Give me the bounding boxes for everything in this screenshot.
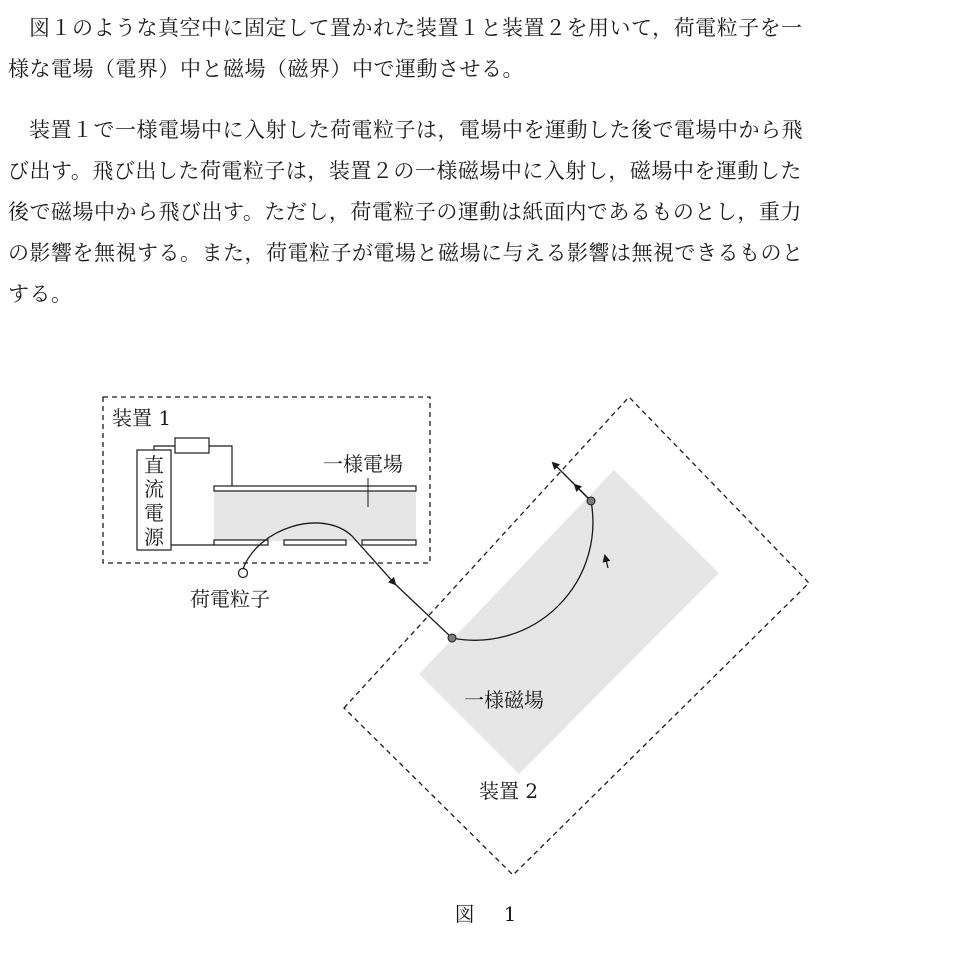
resistor [175, 438, 209, 453]
charged-particle-label: 荷電粒子 [190, 587, 270, 611]
magnetic-field-exit-point [587, 497, 595, 505]
power-supply-char-4: 源 [144, 525, 164, 549]
trajectory-straight-segment [395, 584, 452, 638]
uniform-magnetic-field-label: 一様磁場 [464, 688, 544, 712]
figure-caption-number: 1 [503, 902, 518, 926]
uniform-magnetic-field-region [419, 470, 719, 774]
magnetic-field-entry-point [448, 634, 456, 642]
device-2-label: 装置 2 [479, 779, 539, 803]
figure-caption-prefix: 図 [454, 902, 476, 926]
wire-top-left [154, 446, 175, 450]
uniform-electric-field-label: 一様電場 [323, 452, 403, 476]
paragraph-2-line-3: 後で磁場中から飛び出す。ただし，荷電粒子の運動は紙面内であるものとし，重力 [8, 200, 802, 224]
upper-plate [214, 486, 416, 491]
paragraph-2-line-4: の影響を無視する。また，荷電粒子が電場と磁場に与える影響は無視できるものと [8, 241, 804, 265]
power-supply-char-2: 流 [144, 477, 164, 501]
power-supply-char-1: 直 [144, 453, 164, 477]
figure-caption [0, 898, 972, 927]
paragraph-2-line-5: する。 [8, 282, 73, 306]
power-supply-char-3: 電 [144, 501, 164, 525]
charged-particle-source [239, 569, 248, 578]
lower-plate-segment-2 [284, 540, 346, 545]
paragraph-1-line-2: 様な電場（電界）中と磁場（磁界）中で運動させる。 [8, 57, 524, 81]
lower-plate-segment-3 [362, 540, 416, 545]
wire-top-right [209, 446, 232, 488]
device-1-label: 装置 1 [112, 406, 172, 430]
paragraph-2-line-2: び出す。飛び出した荷電粒子は，装置２の一様磁場中に入射し，磁場中を運動した [8, 159, 802, 183]
paragraph-2-line-1: 装置１で一様電場中に入射した荷電粒子は，電場中を運動した後で電場中から飛 [29, 118, 803, 142]
uniform-electric-field-region [214, 490, 416, 541]
paragraph-1-line-1: 図１のような真空中に固定して置かれた装置１と装置２を用いて，荷電粒子を一 [29, 16, 803, 40]
